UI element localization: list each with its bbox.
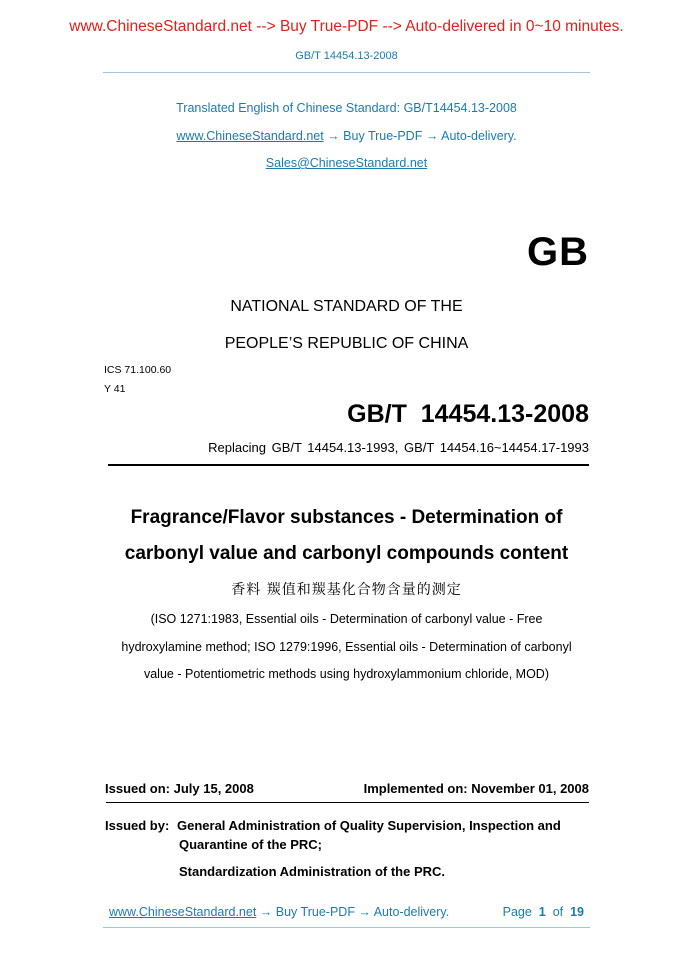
title-english-line2: carbonyl value and carbonyl compounds content xyxy=(124,543,569,564)
standard-number: GB/T 14454.13-2008 xyxy=(347,400,589,428)
promo-email-line xyxy=(0,156,693,170)
arrow-icon: → xyxy=(256,905,276,919)
arrow-icon: → xyxy=(354,905,374,919)
of-label: of xyxy=(552,905,564,919)
issued-by-label: Issued by: xyxy=(105,818,170,833)
title-divider xyxy=(108,464,589,466)
page-indicator xyxy=(503,905,584,919)
issued-on-date: Issued on: July 15, 2008 xyxy=(105,781,254,796)
replacing-note: Replacing GB/T 14454.13-1993, GB/T 14454.16~14454.17-1993 xyxy=(208,440,589,455)
running-header-code: GB/T 14454.13-2008 xyxy=(295,50,398,62)
translation-note: Translated English of Chinese Standard: GB/T14454.13-2008 xyxy=(176,101,517,115)
promo-links-line xyxy=(0,129,693,143)
banner-buy-link[interactable]: Buy True-PDF xyxy=(279,18,379,35)
gb-logo: GB xyxy=(527,230,589,274)
footer-links xyxy=(109,905,449,919)
banner-arrow: --> xyxy=(378,18,406,35)
sales-email-link[interactable]: Sales@ChineseStandard.net xyxy=(265,156,428,170)
footer-site-link[interactable]: www.ChineseStandard.net xyxy=(109,905,257,919)
footer-buy-link[interactable]: Buy True-PDF xyxy=(275,905,355,919)
classification-code: Y 41 xyxy=(104,383,126,395)
footer-divider xyxy=(103,927,590,928)
header-divider xyxy=(103,72,590,73)
page-total: 19 xyxy=(570,905,584,919)
issuer-1-line2: Quarantine of the PRC; xyxy=(179,837,323,852)
page-number: 1 xyxy=(538,905,546,919)
iso-reference-line2: hydroxylamine method; ISO 1279:1996, Essential oils - Determination of carbonyl xyxy=(121,640,572,654)
iso-reference-line1: (ISO 1271:1983, Essential oils - Determination of carbonyl value - Free xyxy=(150,612,543,626)
title-english-line1: Fragrance/Flavor substances - Determination of xyxy=(130,507,563,528)
banner-delivery-text: Auto-delivered in 0~10 minutes. xyxy=(405,18,624,35)
title-chinese: 香料 羰值和羰基化合物含量的测定 xyxy=(231,582,462,598)
issuer-1-line1: General Administration of Quality Supervision, Inspection and xyxy=(177,818,561,833)
page-label: Page xyxy=(502,905,532,919)
iso-reference-line3: value - Potentiometric methods using hydroxylammonium chloride, MOD) xyxy=(143,667,550,681)
arrow-icon: → xyxy=(422,129,442,143)
footer-delivery-text: Auto-delivery. xyxy=(373,905,450,919)
arrow-icon: → xyxy=(323,129,344,143)
implemented-on-date: Implemented on: November 01, 2008 xyxy=(363,781,589,796)
banner-site-link[interactable]: www.ChineseStandard.net xyxy=(69,18,252,35)
issuer-2: Standardization Administration of the PRC. xyxy=(179,864,446,879)
national-standard-line1: NATIONAL STANDARD OF THE xyxy=(230,298,463,315)
promo-delivery-text: Auto-delivery. xyxy=(441,129,517,143)
national-standard-line2: PEOPLE’S REPUBLIC OF CHINA xyxy=(224,335,469,352)
banner-arrow: --> xyxy=(251,18,280,35)
dates-divider xyxy=(106,802,589,803)
promo-buy-link[interactable]: Buy True-PDF xyxy=(343,129,423,143)
promo-banner[interactable] xyxy=(0,18,693,36)
promo-site-link[interactable]: www.ChineseStandard.net xyxy=(176,129,324,143)
ics-code: ICS 71.100.60 xyxy=(104,364,172,376)
